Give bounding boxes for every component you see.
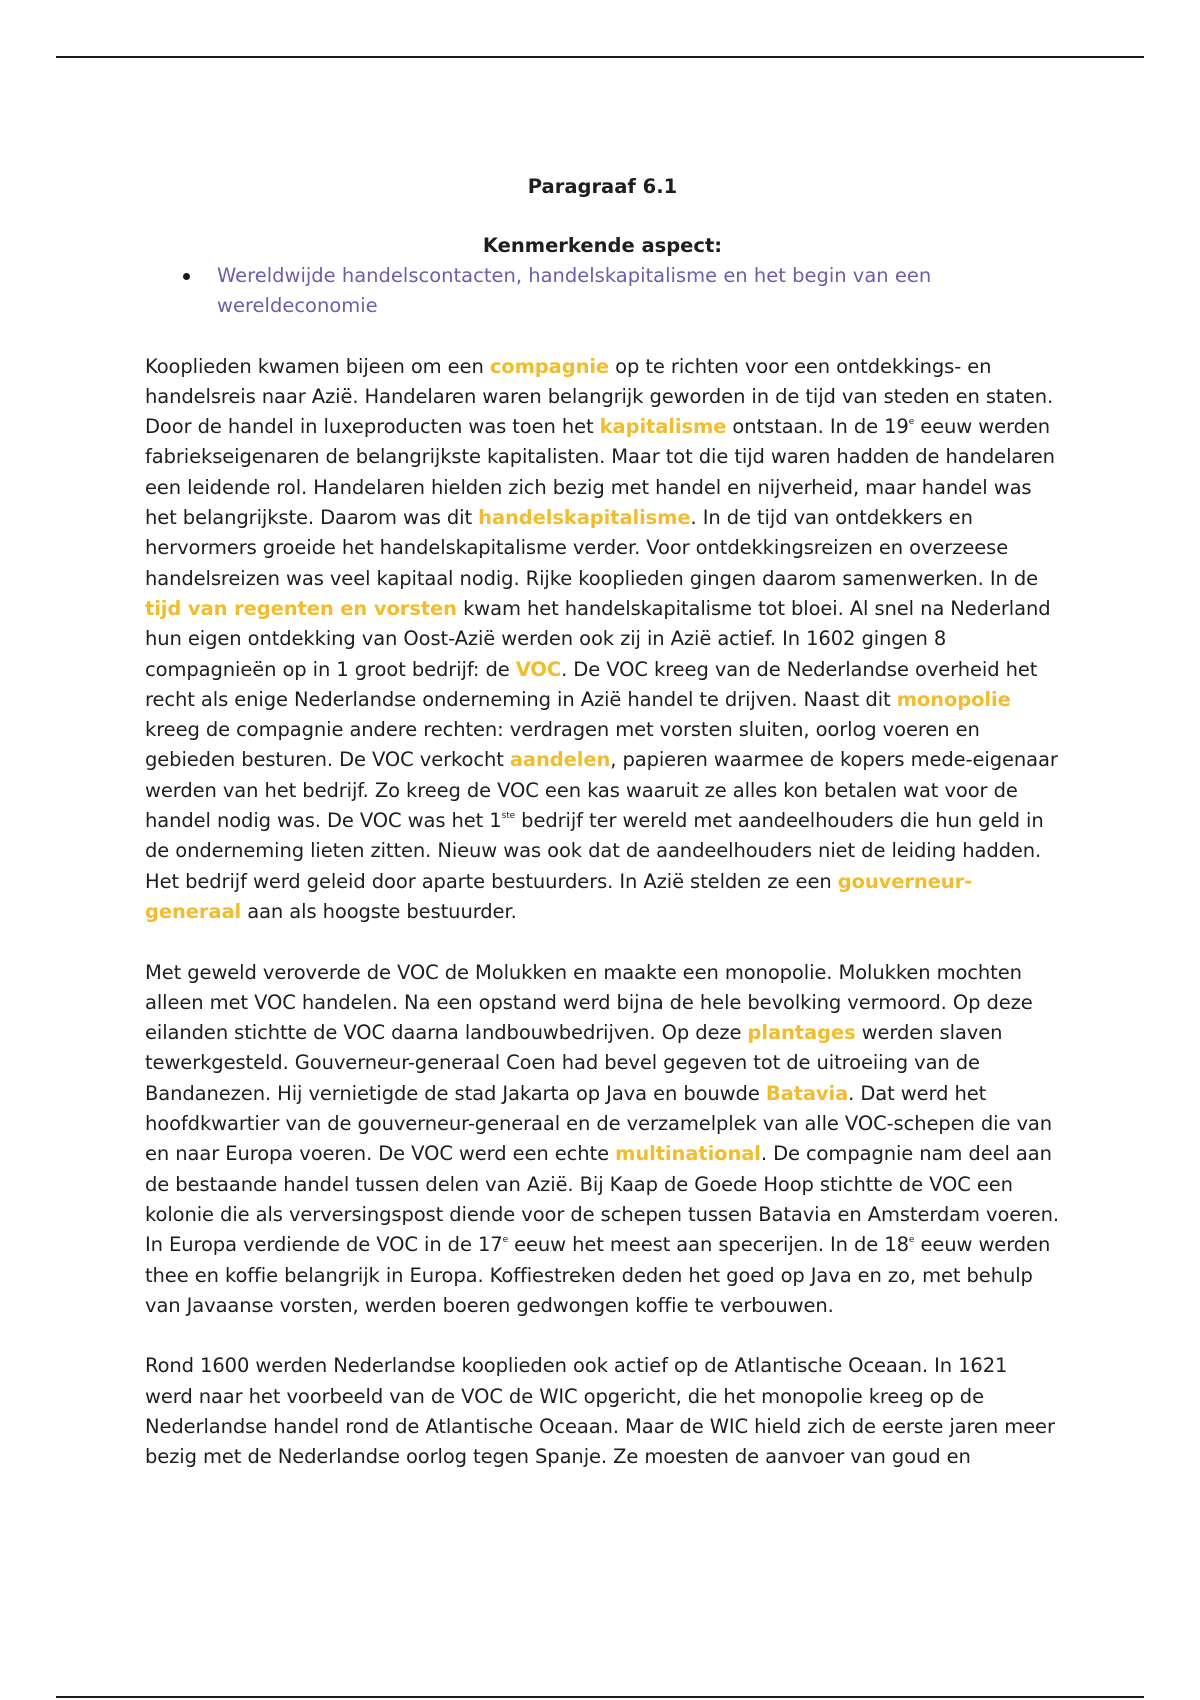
text-run: eeuw werden thee en koffie belangrijk in Europa. Koffiestreken deden het goed op Java en zo, met behulp van Javaanse vorsten, werden boeren gedwongen koffie te verbouwen. [145,1233,1051,1317]
text-run: Met geweld veroverde de VOC de Molukken en maakte een monopolie. Molukken mochten alleen met VOC handelen. Na een opstand werd bijna de hele bevolking vermoord. Op deze eilanden stichtte de VOC daarna landbouwbedrijven. Op deze [145,960,1033,1045]
keyword-batavia: Batavia [765,1081,849,1105]
keyword-aandelen: aandelen [509,748,611,772]
text-run: , papieren waarmee de kopers mede-eigenaar werden van het bedrijf. Zo kreeg de VOC een kas waaruit ze alles kon betalen wat voor de handel nodig was. De VOC was het 1 [145,748,1058,833]
text-run: aan als hoogste bestuurder. [241,899,517,923]
superscript: ste [501,811,516,822]
aspect-text: Wereldwijde handelscontacten, handelskapitalisme en het begin van een wereldeconomie [217,264,932,318]
keyword-compagnie: compagnie [489,354,610,378]
page-subtitle: Kenmerkende aspect: [482,234,723,257]
paragraph-1 [145,352,1060,928]
page-title: Paragraaf 6.1 [527,175,678,198]
text-run: . In de tijd van ontdekkers en hervormers groeide het handelskapitalisme verder. Voor ontdekkingsreizen en overzeese handelsreizen was veel kapitaal nodig. Rijke kooplieden gingen daarom samenwerken. In de [145,506,1039,590]
document-body [145,172,1060,1473]
paragraph-2 [145,958,1060,1322]
text-run: . Dat werd het hoofdkwartier van de gouverneur-generaal en de verzamelplek van alle VOC-schepen die van en naar Europa voeren. De VOC werd een echte [145,1081,1053,1166]
text-run: op te richten voor een ontdekkings- en handelsreis naar Azië. Handelaren waren belangrijk geworden in de tijd van steden en staten. Door de handel in luxeproducten was toen het [145,354,1054,439]
text-run: werden slaven tewerkgesteld. Gouverneur-generaal Coen had bevel gegeven tot de uitroeiing van de Bandanezen. Hij vernietigde de stad Jakarta op Java en bouwde [145,1021,1003,1105]
text-run: kreeg de compagnie andere rechten: verdragen met vorsten sluiten, oorlog voeren en gebieden besturen. De VOC verkocht [145,718,980,772]
aspect-item [145,261,957,322]
text-run: eeuw het meest aan specerijen. In de 18 [508,1233,909,1257]
text-run: eeuw werden fabriekseigenaren de belangrijkste kapitalisten. Maar tot die tijd waren hadden de handelaren een leidende rol. Handelaren hielden zich bezig met handel en nijverheid, maar handel was het belangrijkste. Daarom was dit [145,415,1055,530]
superscript: e [908,1235,915,1246]
bottom-rule [56,1696,1144,1698]
keyword-tijd-van-regenten-en-vorsten: tijd van regenten en vorsten [145,596,457,620]
text-run: bedrijf ter wereld met aandeelhouders die hun geld in de onderneming lieten zitten. Nieuw was ook dat de aandeelhouders niet de leiding hadden. Het bedrijf werd geleid door aparte bestuurders. In Azië stelden ze een [145,809,1044,893]
aspect-list [145,261,1060,322]
keyword-handelskapitalisme: handelskapitalisme [478,506,691,530]
superscript: e [502,1235,509,1246]
superscript: e [908,417,915,428]
top-rule [56,56,1144,58]
bullet-icon [183,273,190,280]
text-run: . De compagnie nam deel aan de bestaande handel tussen delen van Azië. Bij Kaap de Goede Hoop stichtte de VOC een kolonie die als verversingspost diende voor de schepen tussen Batavia en Amsterdam voeren. In Europa verdiende de VOC in de 17 [145,1142,1059,1257]
keyword-plantages: plantages [747,1021,856,1045]
keyword-monopolie: monopolie [896,687,1011,711]
keyword-kapitalisme: kapitalisme [599,415,727,439]
keyword-voc: VOC [515,657,562,681]
text-run: . De VOC kreeg van de Nederlandse overheid het recht als enige Nederlandse onderneming in Azië handel te drijven. Naast dit [145,657,1038,711]
paragraph-3 [145,1351,1060,1472]
keyword-gouverneur-generaal: gouverneur-generaal [145,869,973,923]
keyword-multinational: multinational [615,1142,761,1166]
text-run: Rond 1600 werden Nederlandse kooplieden ook actief op de Atlantische Oceaan. In 1621 werd naar het voorbeeld van de VOC de WIC opgericht, die het monopolie kreeg op de Nederlandse handel rond de Atlantische Oceaan. Maar de WIC hield zich de eerste jaren meer bezig met de Nederlandse oorlog tegen Spanje. Ze moesten de aanvoer van goud en [145,1354,1055,1469]
text-run: kwam het handelskapitalisme tot bloei. Al snel na Nederland hun eigen ontdekking van Oost-Azië werden ook zij in Azië actief. In 1602 gingen 8 compagnieën op in 1 groot bedrijf: de [145,596,1051,681]
text-run: ontstaan. In de 19 [726,415,909,439]
text-run: Kooplieden kwamen bijeen om een [145,354,490,378]
